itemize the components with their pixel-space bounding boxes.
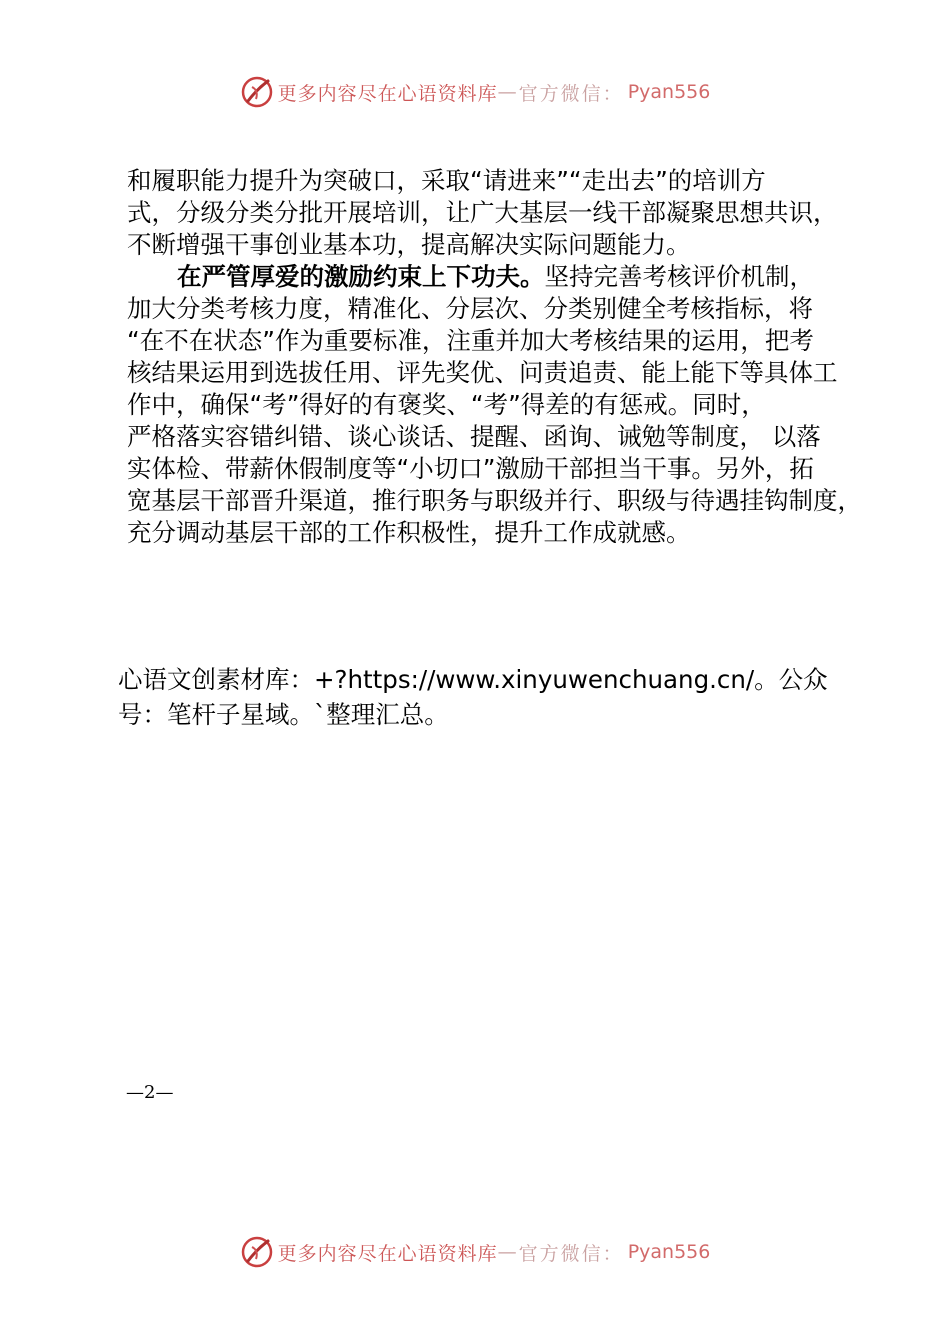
footer-banner [0, 1232, 950, 1272]
brush-logo-icon [240, 1235, 274, 1269]
body-line: 式，分级分类分批开展培训，让广大基层一线干部凝聚思想共识， [127, 198, 838, 227]
paragraph-2-first-line-rest: 坚持完善考核评价机制， [544, 262, 814, 291]
body-line: 加大分类考核力度，精准化、分层次、分类别健全考核指标，将 [127, 294, 813, 323]
body-line: 作中，确保“考”得好的有褒奖、“考”得差的有惩戒。同时， [127, 390, 766, 419]
body-line: 核结果运用到选拔任用、评先奖优、问责追责、能上能下等具体工 [127, 358, 838, 387]
body-line: 宽基层干部晋升渠道，推行职务与职级并行、职级与待遇挂钩制度， [127, 486, 862, 515]
banner-dash: — [497, 1241, 519, 1263]
source-note [118, 662, 878, 732]
paragraph-heading: 在严管厚爱的激励约束上下功夫。 [177, 262, 545, 291]
body-line: 和履职能力提升为突破口，采取“请进来”“走出去”的培训方 [127, 166, 766, 195]
body-line: “在不在状态”作为重要标准，注重并加大考核结果的运用，把考 [127, 326, 814, 355]
body-line: 不断增强干事创业基本功，提高解决实际问题能力。 [127, 230, 691, 259]
body-text [127, 165, 862, 549]
banner-wechat-label: 官方微信： [518, 1242, 624, 1265]
paragraph-2-first-line [127, 261, 862, 293]
banner-wechat-id: Pyan556 [627, 1241, 711, 1263]
banner-slogan: 更多内容尽在心语资料库 [277, 82, 498, 105]
header-banner [0, 72, 950, 112]
body-line: 充分调动基层干部的工作积极性，提升工作成就感。 [127, 518, 691, 547]
banner-wechat-id: Pyan556 [627, 81, 711, 103]
source-note-line-2: 号：笔杆子星域。`整理汇总。 [118, 700, 449, 729]
body-line: 严格落实容错纠错、谈心谈话、提醒、函询、诫勉等制度， 以落 [127, 422, 821, 451]
brush-logo-icon [240, 75, 274, 109]
banner-wechat-label: 官方微信： [518, 82, 624, 105]
page-number: —2— [126, 1082, 174, 1103]
source-note-line-1: 心语文创素材库：+?https://www.xinyuwenchuang.cn/。公众 [118, 665, 828, 694]
banner-slogan: 更多内容尽在心语资料库 [277, 1242, 498, 1265]
body-line: 实体检、带薪休假制度等“小切口”激励干部担当干事。另外，拓 [127, 454, 814, 483]
banner-dash: — [497, 81, 519, 103]
